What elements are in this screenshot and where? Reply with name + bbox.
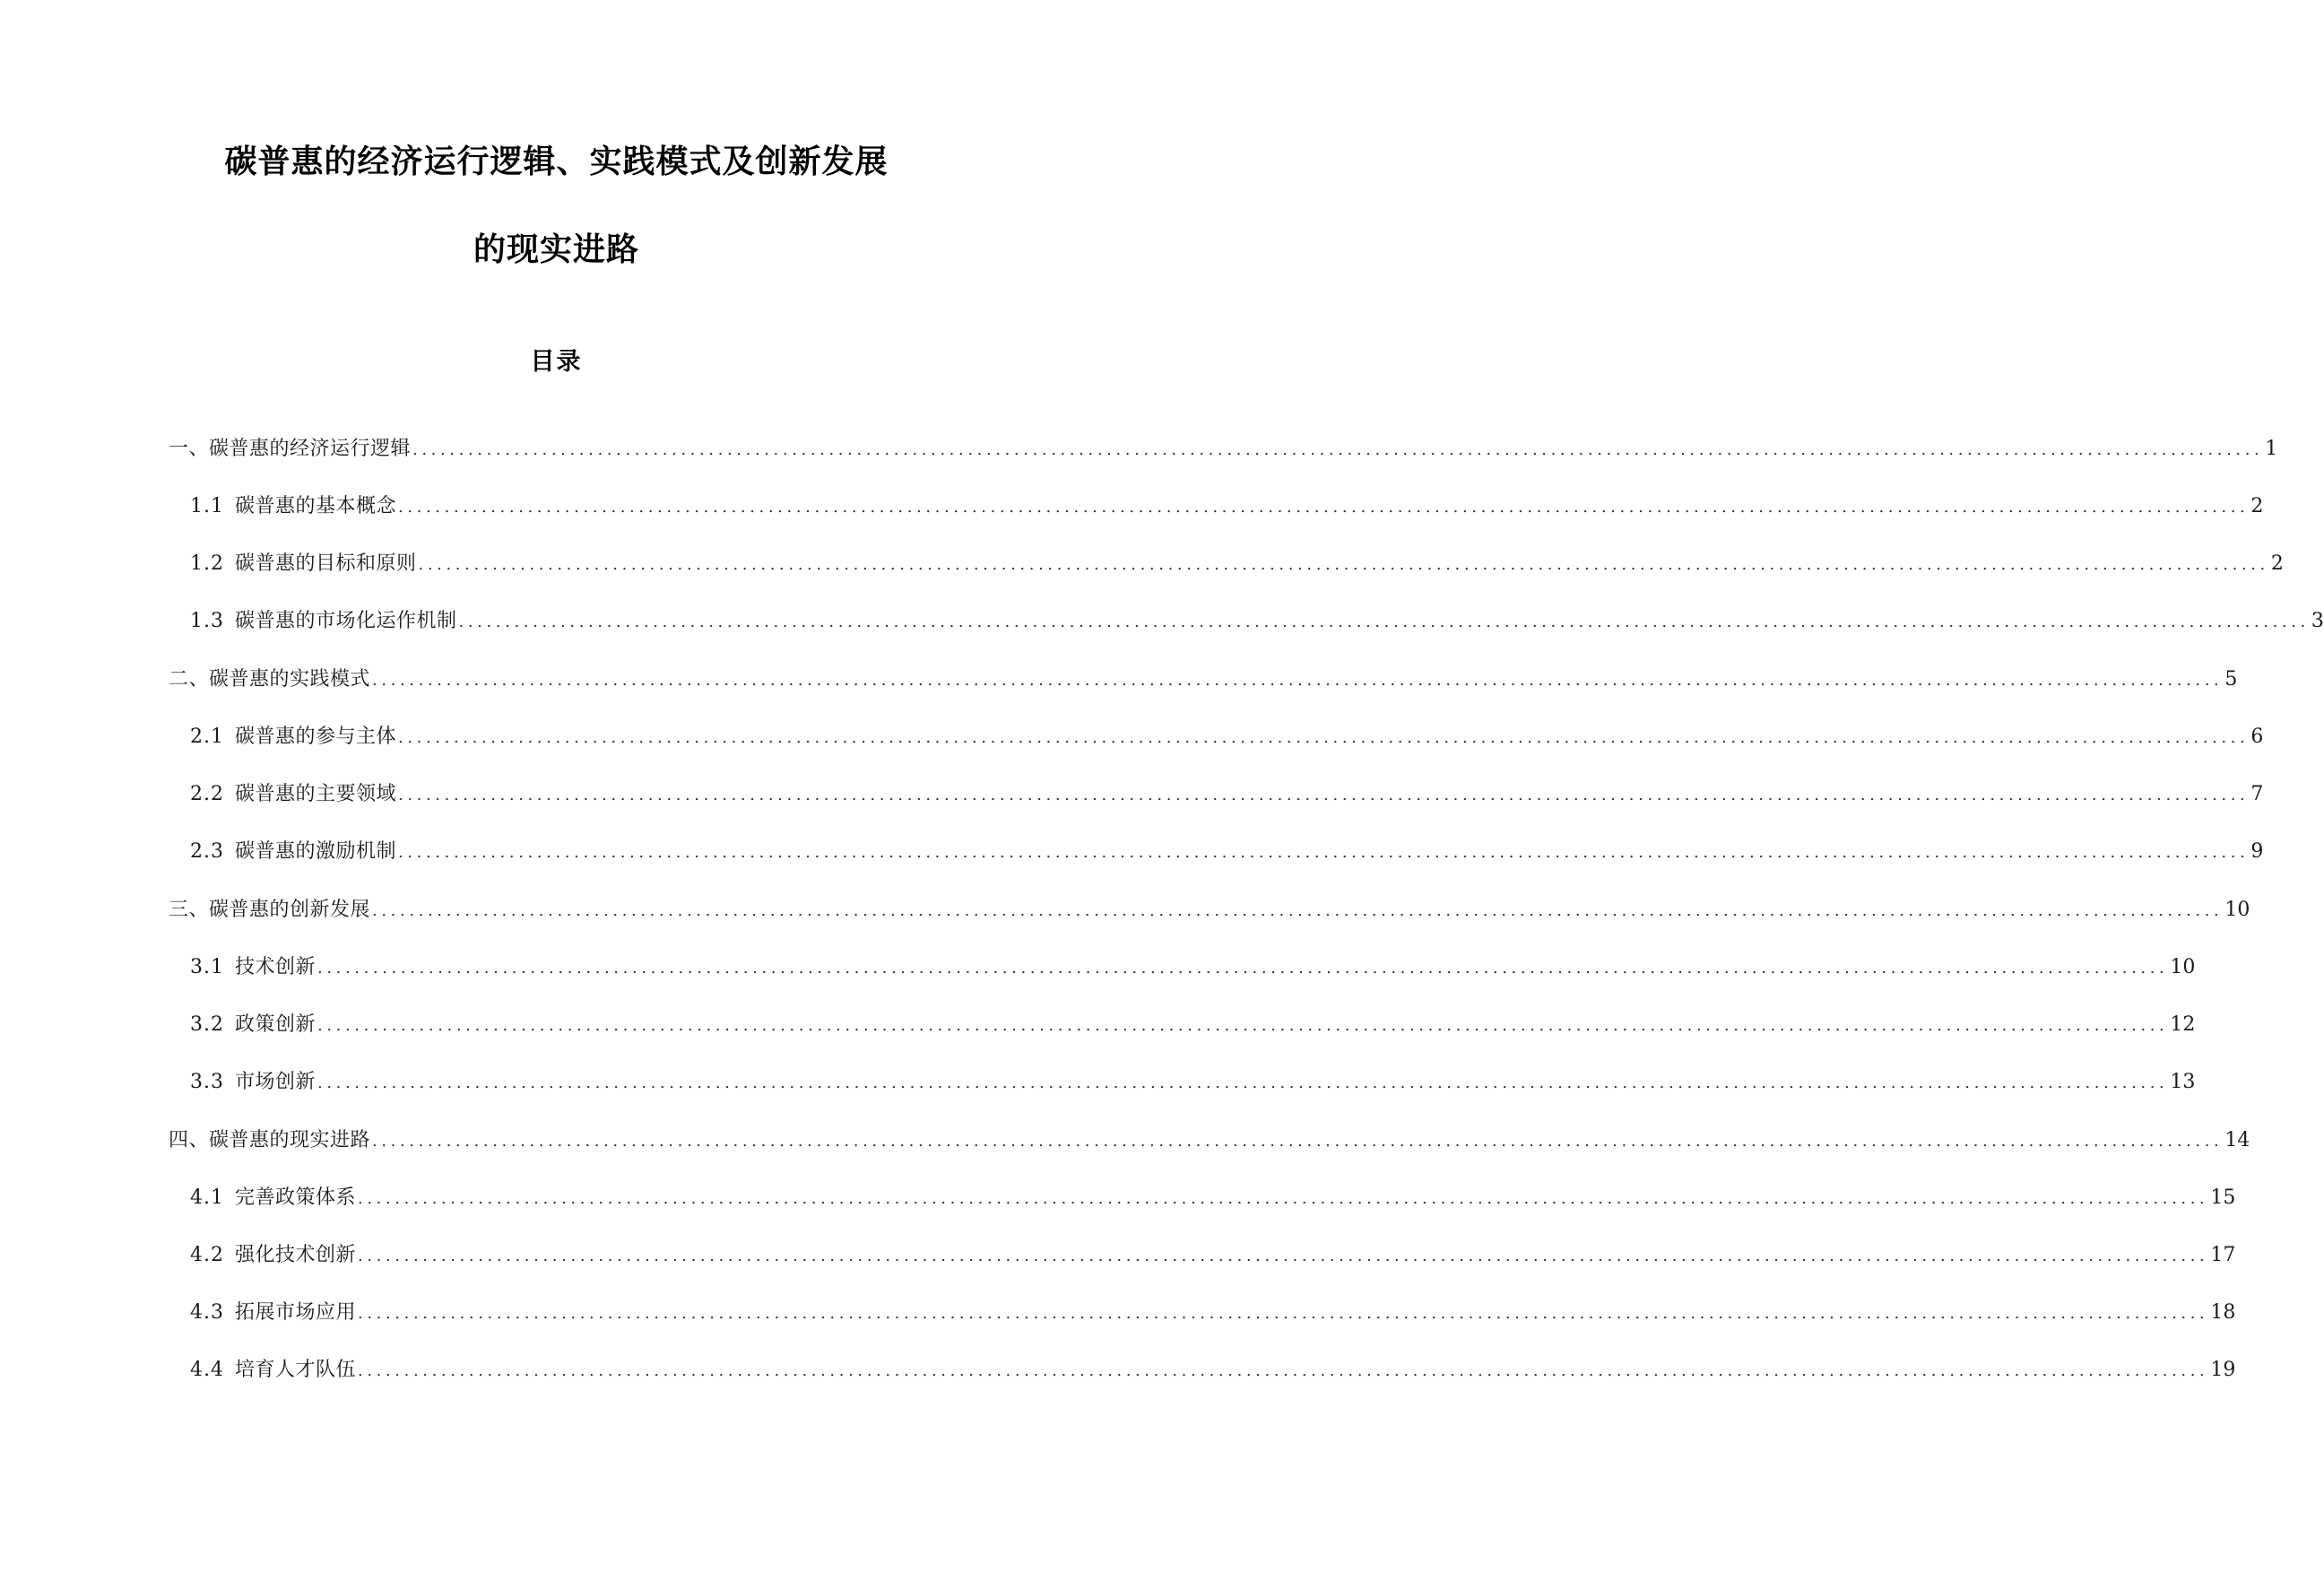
toc-leader-dots: ........................................................................................................................................................................................................ xyxy=(358,1304,2209,1323)
toc-leader-dots: ........................................................................................................................................................................................................ xyxy=(372,901,2224,920)
toc-leader-dots: ........................................................................................................................................................................................................ xyxy=(317,1073,2169,1092)
toc-entry[interactable] xyxy=(190,1010,2196,1040)
toc-leader-dots: ........................................................................................................................................................................................................ xyxy=(358,1247,2209,1265)
toc-entry-text: 碳普惠的市场化运作机制 xyxy=(235,610,457,632)
toc-entry[interactable] xyxy=(169,895,2250,926)
toc-entry-text: 技术创新 xyxy=(235,956,317,978)
toc-entry-text: 二、碳普惠的实践模式 xyxy=(169,668,371,691)
toc-entry[interactable] xyxy=(190,952,2196,983)
toc-entry-text: 一、碳普惠的经济运行逻辑 xyxy=(169,438,412,460)
toc-leader-dots: ........................................................................................................................................................................................................ xyxy=(418,555,2269,574)
toc-entry-number: 1.3 xyxy=(190,610,224,632)
toc-leader-dots: ........................................................................................................................................................................................................ xyxy=(372,671,2224,690)
toc-page-number: 12 xyxy=(2170,1013,2196,1036)
toc-leader-dots: ........................................................................................................................................................................................................ xyxy=(398,786,2250,804)
toc-entry-text: 培育人才队伍 xyxy=(235,1359,357,1381)
toc-page-number: 6 xyxy=(2250,726,2264,748)
toc-leader-dots: ........................................................................................................................................................................................................ xyxy=(358,1361,2209,1380)
toc-entry-number: 3.3 xyxy=(190,1071,224,1093)
toc-page-number: 19 xyxy=(2210,1359,2236,1381)
toc-page-number: 1 xyxy=(2265,438,2278,460)
toc-entry-text: 拓展市场应用 xyxy=(235,1301,357,1324)
toc-page-number: 5 xyxy=(2224,668,2238,691)
toc-entry-number: 4.1 xyxy=(190,1186,224,1209)
toc-entry-text: 完善政策体系 xyxy=(235,1186,357,1209)
toc-entry[interactable] xyxy=(190,1067,2196,1098)
toc-page-number: 3 xyxy=(2311,610,2324,632)
toc-entry-text: 碳普惠的基本概念 xyxy=(235,495,397,517)
toc-page-number: 7 xyxy=(2250,783,2264,805)
toc-entry[interactable] xyxy=(190,837,2264,867)
toc-entry[interactable] xyxy=(190,606,2324,637)
toc-entry-text: 政策创新 xyxy=(235,1013,317,1036)
toc-entry[interactable] xyxy=(169,434,2278,465)
toc-leader-dots: ........................................................................................................................................................................................................ xyxy=(317,959,2169,978)
toc-entry-number: 1.2 xyxy=(190,552,224,575)
toc-page-number: 10 xyxy=(2224,899,2250,921)
toc-entry-text: 市场创新 xyxy=(235,1071,317,1093)
toc-entry-text: 碳普惠的主要领域 xyxy=(235,783,397,805)
toc-leader-dots: ........................................................................................................................................................................................................ xyxy=(358,1189,2209,1208)
toc-entry-number: 2.1 xyxy=(190,726,224,748)
toc-leader-dots: ........................................................................................................................................................................................................ xyxy=(458,613,2310,631)
toc-page-number: 9 xyxy=(2250,840,2264,863)
toc-entry-number: 1.1 xyxy=(190,495,224,517)
toc-entry[interactable] xyxy=(190,1355,2236,1386)
toc-leader-dots: ........................................................................................................................................................................................................ xyxy=(317,1016,2169,1035)
toc-entry-text: 四、碳普惠的现实进路 xyxy=(169,1129,371,1152)
toc-page-number: 18 xyxy=(2210,1301,2236,1324)
toc-entry-text: 碳普惠的参与主体 xyxy=(235,726,397,748)
toc-entry-text: 三、碳普惠的创新发展 xyxy=(169,899,371,921)
toc-entry-number: 4.4 xyxy=(190,1359,224,1381)
toc-entry[interactable] xyxy=(169,665,2238,695)
toc-entry-text: 碳普惠的激励机制 xyxy=(235,840,397,863)
toc-page-number: 13 xyxy=(2170,1071,2196,1093)
toc-entry[interactable] xyxy=(190,549,2284,579)
toc-entry[interactable] xyxy=(190,1183,2236,1213)
toc-leader-dots: ........................................................................................................................................................................................................ xyxy=(398,728,2250,747)
toc-entry-number: 2.2 xyxy=(190,783,224,805)
toc-page-number: 14 xyxy=(2224,1129,2250,1152)
toc-entry[interactable] xyxy=(190,722,2264,752)
toc-leader-dots: ........................................................................................................................................................................................................ xyxy=(372,1132,2224,1151)
toc-entry[interactable] xyxy=(190,1298,2236,1328)
toc-page-number: 2 xyxy=(2250,495,2264,517)
toc-entry-number: 3.1 xyxy=(190,956,224,978)
document-title-line-1: 碳普惠的经济运行逻辑、实践模式及创新发展 xyxy=(224,143,889,180)
toc-entry-number: 2.3 xyxy=(190,840,224,863)
toc-heading: 目录 xyxy=(530,348,583,376)
toc-leader-dots: ........................................................................................................................................................................................................ xyxy=(398,843,2250,862)
toc-entry[interactable] xyxy=(190,1240,2236,1271)
toc-entry-number: 4.2 xyxy=(190,1244,224,1266)
toc-leader-dots: ........................................................................................................................................................................................................ xyxy=(398,498,2250,517)
toc-page-number: 17 xyxy=(2210,1244,2236,1266)
toc-page-number: 2 xyxy=(2270,552,2284,575)
toc-leader-dots: ........................................................................................................................................................................................................ xyxy=(412,440,2264,459)
toc-entry-text: 碳普惠的目标和原则 xyxy=(235,552,417,575)
document-title-line-2: 的现实进路 xyxy=(473,231,639,268)
toc-entry-number: 3.2 xyxy=(190,1013,224,1036)
toc-entry[interactable] xyxy=(190,779,2264,810)
toc-page-number: 10 xyxy=(2170,956,2196,978)
toc-entry[interactable] xyxy=(190,491,2264,522)
toc-entry-text: 强化技术创新 xyxy=(235,1244,357,1266)
toc-entry-number: 4.3 xyxy=(190,1301,224,1324)
toc-page-number: 15 xyxy=(2210,1186,2236,1209)
toc-entry[interactable] xyxy=(169,1125,2250,1156)
